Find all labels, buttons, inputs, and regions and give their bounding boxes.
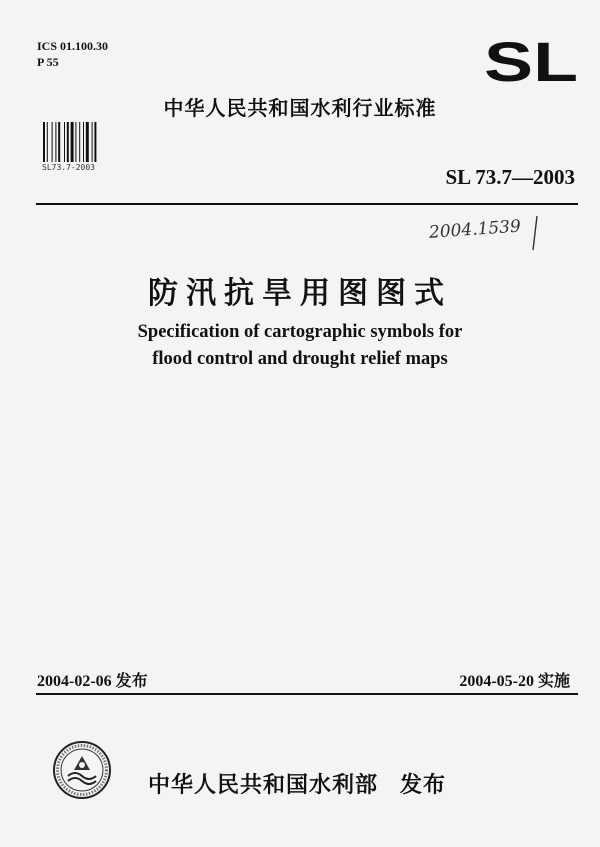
issue-label: 发布 (115, 671, 148, 690)
industry-standard-title: 中华人民共和国水利行业标准 (163, 96, 437, 120)
english-title-line-1: Specification of cartographic symbols for (137, 322, 463, 342)
ministry-emblem-icon (52, 740, 112, 800)
barcode-bar (94, 122, 96, 162)
bottom-divider (36, 693, 578, 695)
english-title (60, 319, 540, 373)
publisher-line (148, 768, 446, 799)
handwritten-text: 2004.1539 (428, 216, 522, 243)
barcode-bar (55, 122, 56, 162)
english-title-line-2: flood control and drought relief maps (152, 349, 448, 369)
handwritten-note (425, 210, 555, 256)
implementation-date: 2004-05-20 (459, 673, 534, 690)
logo-text: SL (484, 38, 578, 86)
implementation-label: 实施 (537, 671, 570, 690)
publisher-name: 中华人民共和国水利部 (148, 773, 379, 798)
chinese-title: 防汛抗旱用图图式 (148, 276, 452, 311)
barcode-bar (52, 122, 53, 162)
barcode-bar (67, 122, 69, 162)
barcode-bar (43, 122, 45, 162)
barcode-bar (75, 122, 76, 162)
issue-date: 2004-02-06 (37, 673, 112, 690)
issue-date-line (37, 668, 148, 691)
barcode-bar (79, 122, 80, 162)
barcode-bar (83, 122, 84, 162)
barcode-bar (47, 122, 48, 162)
sl-logo (483, 38, 579, 86)
classification-codes (37, 38, 108, 70)
implementation-date-line (459, 668, 570, 691)
barcode-bar (64, 122, 65, 162)
publish-label: 发布 (400, 773, 447, 798)
barcode-bar (71, 122, 74, 162)
top-divider (36, 203, 578, 205)
barcode-number: SL73.7-2003 (42, 163, 95, 172)
barcode (42, 122, 108, 162)
standard-number: SL 73.7—2003 (445, 165, 575, 189)
category-code: P 55 (37, 55, 59, 69)
ics-code: ICS 01.100.30 (37, 39, 109, 53)
barcode-bar (92, 122, 93, 162)
barcode-bar (58, 122, 60, 162)
barcode-bar (86, 122, 89, 162)
